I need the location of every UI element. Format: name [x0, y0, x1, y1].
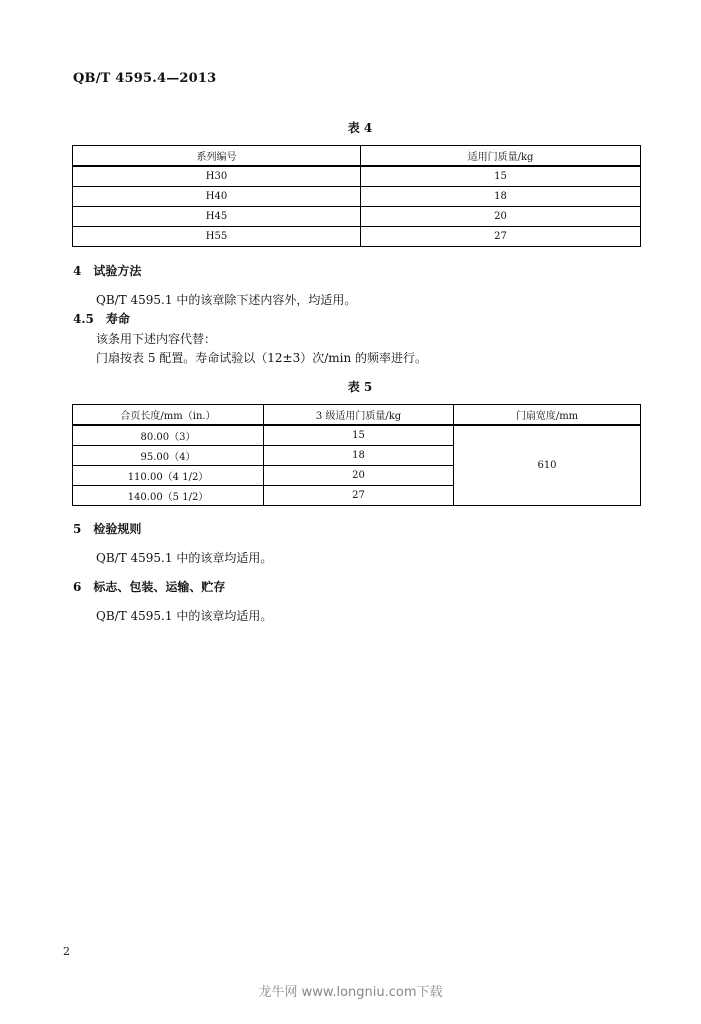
table4-col-door-mass: 适用门质量/kg: [361, 146, 641, 167]
table4: [72, 145, 641, 247]
table5-cell: 140.00（5 1/2）: [73, 486, 264, 506]
table5: [72, 404, 641, 506]
section45-line2: 门扇按表 5 配置。寿命试验以（12±3）次/min 的频率进行。: [96, 351, 428, 365]
table-row: [73, 166, 641, 187]
table5-cell: 20: [264, 466, 454, 486]
table-row: [73, 425, 641, 446]
table5-cell: 80.00（3）: [73, 425, 264, 446]
section5-text: QB/T 4595.1 中的该章均适用。: [96, 551, 273, 565]
section5-heading: 5 检验规则: [73, 522, 142, 536]
table4-cell: H45: [73, 207, 361, 227]
table-row: [73, 187, 641, 207]
table4-cell: 15: [361, 166, 641, 187]
table5-door-width: 610: [454, 425, 641, 506]
table5-caption: 表 5: [347, 380, 373, 394]
table5-cell: 110.00（4 1/2）: [73, 466, 264, 486]
table4-cell: H40: [73, 187, 361, 207]
table4-cell: H55: [73, 227, 361, 247]
download-watermark: 龙牛网 www.longniu.com下载: [258, 985, 443, 1000]
table5-col-door-mass: 3 级适用门质量/kg: [264, 405, 454, 426]
table4-header-row: [73, 146, 641, 167]
section45-heading: 4.5 寿命: [73, 312, 130, 326]
table5-cell: 18: [264, 446, 454, 466]
table4-cell: 20: [361, 207, 641, 227]
table5-col-door-width: 门扇宽度/mm: [454, 405, 641, 426]
section6-text: QB/T 4595.1 中的该章均适用。: [96, 609, 273, 623]
table5-col-length: 合页长度/mm（in.）: [73, 405, 264, 426]
table5-cell: 15: [264, 425, 454, 446]
section4-heading: 4 试验方法: [73, 264, 142, 278]
standard-number: QB/T 4595.4—2013: [73, 71, 217, 86]
table4-caption: 表 4: [347, 121, 373, 135]
table4-cell: H30: [73, 166, 361, 187]
table4-col-series: 系列编号: [73, 146, 361, 167]
section4-text: QB/T 4595.1 中的该章除下述内容外，均适用。: [96, 293, 357, 307]
table5-cell: 27: [264, 486, 454, 506]
table5-header-row: [73, 405, 641, 426]
table-row: [73, 227, 641, 247]
page-number: 2: [63, 945, 70, 958]
section6-heading: 6 标志、包装、运输、贮存: [73, 580, 226, 594]
table4-cell: 18: [361, 187, 641, 207]
table5-cell: 95.00（4）: [73, 446, 264, 466]
section45-line1: 该条用下述内容代替：: [96, 332, 217, 346]
table-row: [73, 207, 641, 227]
table4-cell: 27: [361, 227, 641, 247]
